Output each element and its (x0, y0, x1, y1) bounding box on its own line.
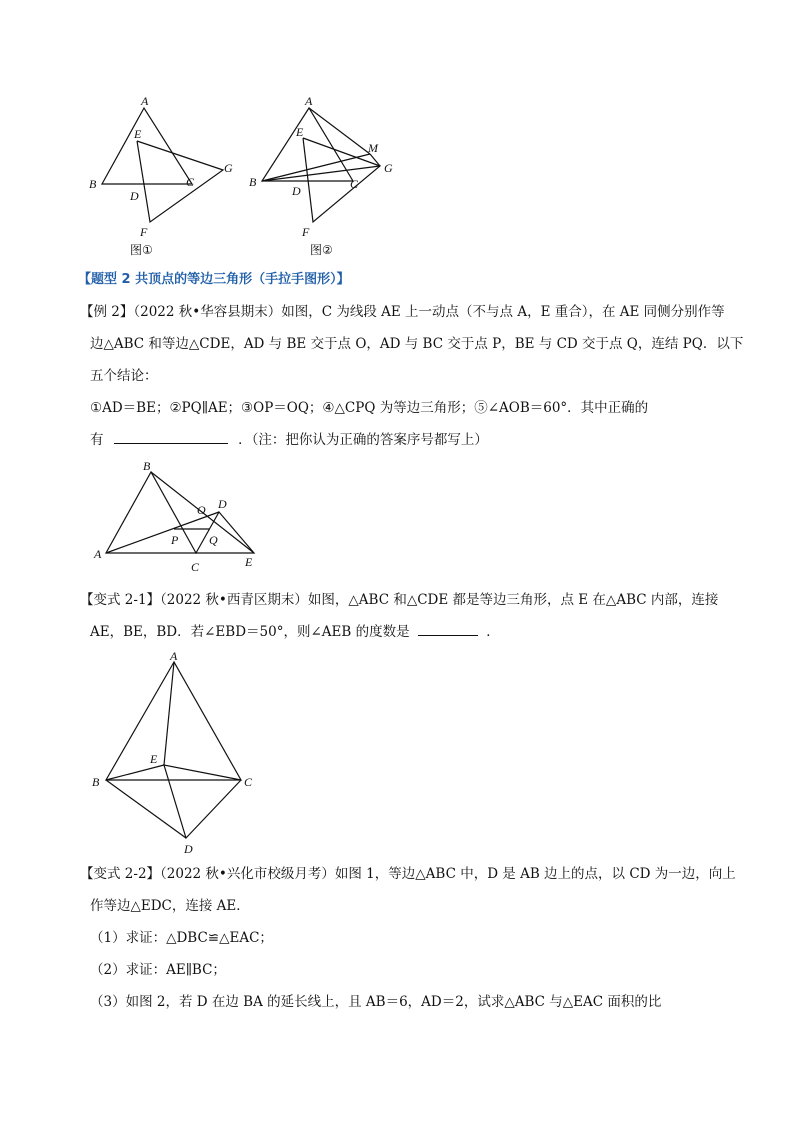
label-a-v21: A (170, 649, 178, 663)
label-o-ex2: O (197, 503, 206, 517)
segment-am (309, 108, 370, 154)
answer-blank-variant-2-1[interactable] (418, 635, 478, 636)
label-d: D (130, 189, 139, 203)
variant-2-1-figure (88, 648, 268, 858)
example-2-figure (88, 458, 278, 576)
triangle-abc-ex2 (106, 472, 196, 553)
label-f-2: F (302, 225, 310, 239)
label-q-ex2: Q (209, 533, 218, 547)
example-2-line-1: 【例 2】（2022 秋•华容县期末）如图，C 为线段 AE 上一动点（不与点 A，E 重合），在 AE 同侧分别作等 (80, 304, 725, 320)
triangle-efg (137, 141, 223, 222)
label-e: E (134, 127, 142, 141)
label-p-ex2: P (171, 533, 179, 547)
label-a-2: A (305, 94, 313, 108)
segment-ad (106, 512, 219, 553)
triangle-cde-v21 (164, 765, 241, 838)
figure-1 (80, 88, 250, 258)
example-2-suffix: ．（注：把你认为正确的答案序号都写上） (238, 432, 488, 448)
variant-2-2-part-3: （3）如图 2，若 D 在边 BA 的延长线上，且 AB＝6，AD＝2，试求△ABC 与△EAC 面积的比 (90, 994, 662, 1010)
segment-bd (106, 780, 186, 838)
label-b-2: B (249, 175, 257, 189)
label-g-2: G (384, 161, 393, 175)
variant-2-1-line-2 (90, 622, 500, 642)
label-c-ex2: C (191, 560, 200, 574)
label-e-2: E (296, 125, 304, 139)
label-e-ex2: E (245, 555, 253, 569)
label-d-2: D (292, 184, 301, 198)
figure-1-caption: 图① (130, 243, 153, 257)
variant-2-1-prefix: AE，BE，BD．若∠EBD＝50°，则∠AEB 的度数是 (90, 624, 410, 640)
variant-2-2-part-1: （1）求证：△DBC≌△EAC； (90, 930, 273, 946)
label-d-v21: D (184, 842, 193, 856)
example-2-line-2: 边△ABC 和等边△CDE，AD 与 BE 交于点 O，AD 与 BC 交于点 P，BE 与 CD 交于点 Q，连结 PQ．以下 (90, 336, 744, 352)
label-f: F (140, 225, 148, 239)
answer-blank-example-2[interactable] (114, 443, 228, 444)
section-2-title: 【题型 2 共顶点的等边三角形（手拉手图形）】 (78, 272, 350, 287)
label-c-2: C (350, 177, 359, 191)
triangle-abc-v21 (106, 662, 241, 780)
example-2-line-4: ①AD＝BE；②PQ∥AE；③OP＝OQ；④△CPQ 为等边三角形；⑤∠AOB＝60°．其中正确的 (90, 400, 649, 416)
label-b: B (89, 177, 97, 191)
figure-2-caption: 图② (310, 243, 333, 257)
label-a: A (141, 94, 149, 108)
label-c: C (186, 175, 195, 189)
label-g: G (224, 161, 233, 175)
label-c-v21: C (244, 775, 253, 789)
label-b-ex2: B (143, 459, 151, 473)
example-2-line-5 (90, 430, 488, 450)
label-m-2: M (368, 141, 378, 155)
triangle-abc (102, 108, 192, 184)
variant-2-2-part-2: （2）求证：AE∥BC； (90, 962, 226, 978)
variant-2-1-line-1: 【变式 2-1】（2022 秋•西青区期末）如图，△ABC 和△CDE 都是等边三角形，点 E 在△ABC 内部，连接 (80, 592, 719, 608)
segment-be-v21 (106, 765, 164, 780)
example-2-prefix: 有 (90, 432, 104, 448)
segment-bg (262, 166, 380, 181)
label-b-v21: B (92, 775, 100, 789)
label-d-ex2: D (218, 497, 227, 511)
label-e-v21: E (150, 752, 158, 766)
variant-2-1-suffix: ． (486, 624, 500, 640)
label-a-ex2: A (94, 547, 102, 561)
variant-2-2-line-1: 【变式 2-2】（2022 秋•兴化市校级月考）如图 1，等边△ABC 中，D 是 AB 边上的点，以 CD 为一边，向上 (80, 866, 736, 882)
figure-2 (240, 88, 410, 258)
example-2-line-3: 五个结论： (90, 368, 158, 384)
variant-2-2-line-2: 作等边△EDC，连接 AE． (90, 898, 250, 914)
